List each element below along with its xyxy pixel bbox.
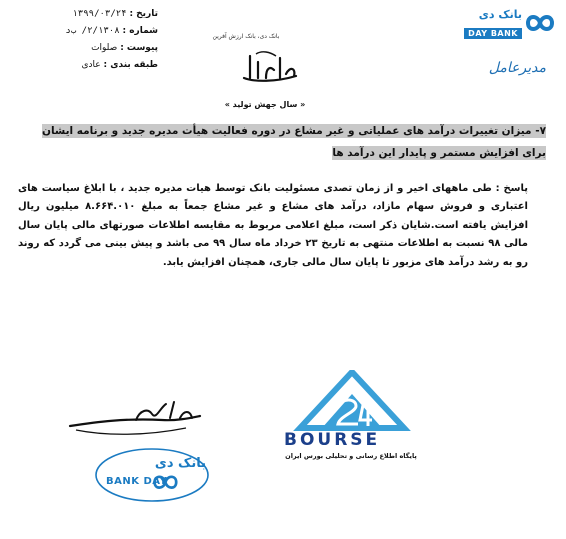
bank-name-en: DAY BANK	[464, 28, 522, 39]
question-block	[18, 120, 546, 164]
signature	[66, 396, 206, 446]
bismillah-calligraphy	[236, 48, 306, 88]
number-row	[8, 23, 158, 40]
bank-tagline: بانک دی، بانک ارزش آفرین	[212, 33, 280, 40]
bourse-subtitle: پایگاه اطلاع رسانی و تحلیلی بورس ایران	[285, 452, 417, 460]
classification-label: طبقه بندی :	[103, 60, 158, 70]
stamp-emblem-icon	[92, 446, 212, 504]
bank-logo	[446, 6, 556, 48]
date-row	[8, 6, 158, 23]
number-label: شماره :	[122, 26, 158, 36]
classification-value: عادی	[81, 60, 101, 70]
attachment-row	[8, 40, 158, 57]
bank-name-fa: بانک دی	[478, 8, 522, 21]
bank-emblem-icon	[524, 8, 556, 38]
department-title: مدیرعامل	[488, 60, 546, 76]
year-slogan: « سال جهش تولید »	[224, 100, 306, 109]
stamp-name-fa: بانک دی	[154, 456, 206, 471]
stamp-name-en: BANK DAY	[106, 476, 168, 487]
attachment-label: پیوست :	[120, 43, 158, 53]
signature-mark	[66, 396, 206, 446]
letter-meta	[8, 6, 158, 74]
answer-block: پاسخ : طی ماههای اخیر و از زمان تصدی مسئولیت بانک توسط هیات مدیره جدید ، با ابلاغ سیاست های اعتباری و فروش سهام مازاد، درآمد های مشاع و غیر مشاع جمعاً به مبلغ ۸.۶۶۴.۰۱۰ میلیون ریال افزایش یافته است.شایان ذکر است، مبلغ اعلامی مربوط به مقایسه اطلاعات صورتهای مالی پایان سال مالی ۹۸ نسبت به اطلاعات منتهی به تاریخ ۲۳ خرداد ماه سال ۹۹ می باشد و پیش بینی می گردد که روند رو به رشد درآمد های مزبور تا پایان سال مالی جاری، همچنان افزایش یابد.	[18, 183, 528, 268]
bourse-logo	[272, 370, 432, 470]
date-label: تاریخ :	[129, 9, 158, 19]
bank-stamp	[92, 446, 212, 504]
question-text: ۷- میزان تغییرات درآمد های عملیاتی و غیر مشاع در دوره فعالیت هیأت مدیره جدید و برنامه ایشان برای افزایش مستمر و پایدار این درآمد ها	[42, 125, 546, 159]
attachment-value: صلوات	[91, 43, 118, 53]
number-value: ۲/۱۳۰۸/ ب‌د	[65, 26, 120, 36]
date-value: ۱۳۹۹/۰۳/۲۴	[72, 9, 127, 19]
bourse-emblem-icon	[272, 370, 432, 432]
bourse-word: BOURSE	[284, 430, 381, 450]
classification-row	[8, 57, 158, 74]
